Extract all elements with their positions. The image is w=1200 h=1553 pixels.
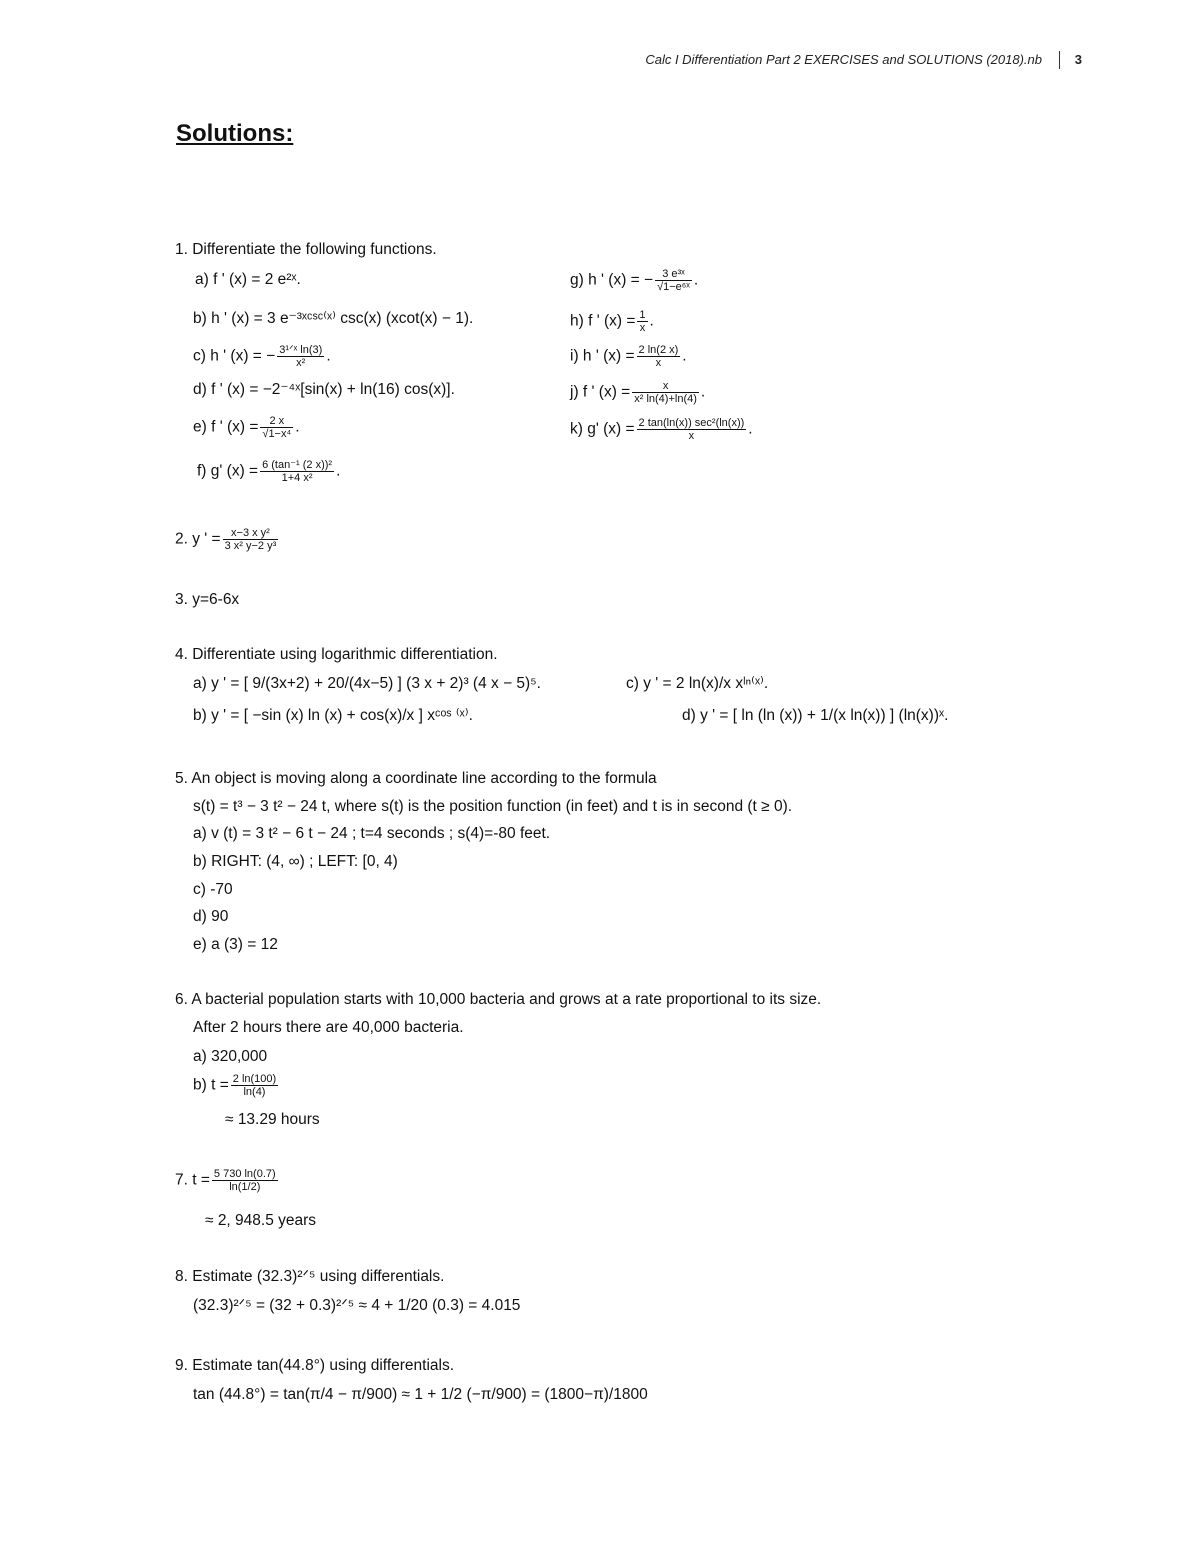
q4-a: a) y ' = [ 9/(3x+2) + 20/(4x−5) ] (3 x + 2)³ (4 x − 5)⁵. — [193, 675, 541, 692]
q1-h-den: x — [639, 322, 646, 334]
q1-f: f) g' (x) = $\frac{\text{6 (tan⁻¹ (2 x))²}}{\text{1+4 x²}}$ . — [197, 459, 341, 484]
q1-j-den: x² ln(4)+ln(4) — [634, 393, 697, 405]
q1-f-den: 1+4 x² — [281, 472, 313, 484]
q1-c-num: 3¹ᐟˣ ln(3) — [279, 344, 323, 356]
q4-d: d) y ' = [ ln (ln (x)) + 1/(x ln(x)) ] (ln(x))ˣ. — [682, 707, 949, 724]
q1-e-lhs: e) f ' (x) = — [193, 418, 259, 436]
q7-lhs: 7. t = — [175, 1171, 210, 1189]
page-number: 3 — [1074, 52, 1082, 67]
q1-g-den: √1−e⁶ˣ — [657, 281, 690, 293]
q1-c-lhs: c) h ' (x) = − — [193, 347, 276, 365]
q1-b: b) h ' (x) = 3 e⁻³ˣᶜˢᶜ⁽ˣ⁾ csc(x) (xcot(x) − 1). — [193, 310, 474, 327]
q2-den: 3 x² y−2 y³ — [224, 540, 277, 552]
q1-f-num: 6 (tan⁻¹ (2 x))² — [262, 459, 333, 471]
q8-work: (32.3)²ᐟ⁵ = (32 + 0.3)²ᐟ⁵ ≈ 4 + 1/20 (0.3) = 4.015 — [193, 1297, 521, 1314]
q3: 3. y=6-6x — [175, 591, 240, 608]
q5-formula: s(t) = t³ − 3 t² − 24 t, where s(t) is the position function (in feet) and t is in second (t ≥ 0). — [193, 798, 793, 815]
q2 — [175, 527, 280, 552]
q1-h: h) f ' (x) = $\frac{1}{x}$ . — [570, 309, 654, 334]
q1-k-den: x — [688, 430, 695, 442]
q1-i-lhs: i) h ' (x) = — [570, 347, 635, 365]
q1-k: k) g' (x) = 2 tan(ln(x)) sec²(ln(x)) x . — [570, 417, 753, 442]
q7-approx: ≈ 2, 948.5 years — [205, 1212, 317, 1229]
q1-e: e) f ' (x) = $\frac{2 x}{\text{√1−x⁴}}$ . — [193, 415, 300, 440]
q1-g-num: 3 e³ˣ — [655, 268, 692, 281]
q6-b — [193, 1073, 280, 1098]
q8-title: 8. Estimate (32.3)²ᐟ⁵ using differentials. — [175, 1268, 445, 1285]
q6-line2: After 2 hours there are 40,000 bacteria. — [193, 1019, 464, 1036]
q6-b-den: ln(4) — [243, 1086, 266, 1098]
q9-title: 9. Estimate tan(44.8°) using differentials. — [175, 1357, 455, 1374]
q9-work: tan (44.8°) = tan(π/4 − π/900) ≈ 1 + 1/2 (−π/900) = (1800−π)/1800 — [193, 1386, 648, 1403]
q1-e-den: √1−x⁴ — [262, 428, 292, 440]
q2-num: x−3 x y² — [223, 527, 279, 540]
q1-h-num: 1 — [639, 309, 646, 321]
q1-g: g) h ' (x) = − $\frac{\text{3 e³ˣ}}{\text{√1−e⁶ˣ}}$ . — [570, 268, 699, 293]
q2-lhs: 2. y ' = — [175, 530, 221, 548]
q1-j-num: x — [632, 380, 699, 393]
q1-k-num: 2 tan(ln(x)) sec²(ln(x)) — [638, 417, 745, 429]
q5-a: a) v (t) = 3 t² − 6 t − 24 ; t=4 seconds ; s(4)=-80 feet. — [193, 825, 551, 842]
q4-b: b) y ' = [ −sin (x) ln (x) + cos(x)/x ] xᶜᵒˢ ⁽ˣ⁾. — [193, 707, 473, 724]
q7 — [175, 1168, 280, 1193]
q6-b-lhs: b) t = — [193, 1076, 229, 1094]
header-title: Calc I Differentiation Part 2 EXERCISES and SOLUTIONS (2018).nb — [645, 52, 1042, 67]
q1-c: c) h ' (x) = − 3¹ᐟˣ ln(3) x² . — [193, 344, 331, 369]
q6-b-approx: ≈ 13.29 hours — [225, 1111, 320, 1128]
q1-i: i) h ' (x) = $\frac{2 \ln(2 x)}{x}$ . — [570, 344, 687, 369]
q5-d: d) 90 — [193, 908, 229, 925]
q1-h-lhs: h) f ' (x) = — [570, 312, 636, 330]
q1-f-lhs: f) g' (x) = — [197, 462, 259, 480]
q6-a: a) 320,000 — [193, 1048, 268, 1065]
q1-c-den: x² — [296, 357, 306, 369]
q6-title: 6. A bacterial population starts with 10,000 bacteria and grows at a rate proportional to its size. — [175, 991, 822, 1008]
q1-a: a) f ' (x) = 2 e²ˣ. — [195, 271, 301, 288]
q1-d: d) f ' (x) = −2⁻⁴ˣ[sin(x) + ln(16) cos(x)]. — [193, 381, 455, 398]
q6-b-num: 2 ln(100) — [232, 1073, 277, 1085]
q1-g-lhs: g) h ' (x) = − — [570, 271, 654, 289]
q5-title: 5. An object is moving along a coordinate line according to the formula — [175, 770, 657, 787]
q1-e-num: 2 x — [260, 415, 293, 428]
q1-i-num: 2 ln(2 x) — [638, 344, 679, 356]
q1-j: j) f ' (x) = $\frac{x}{\text{x² ln(4)+ln(4)}}$ . — [570, 380, 706, 405]
q4-c: c) y ' = 2 ln(x)/x xˡⁿ⁽ˣ⁾. — [626, 675, 769, 692]
header-divider — [1059, 51, 1060, 69]
q5-c: c) -70 — [193, 881, 233, 898]
q5-e: e) a (3) = 12 — [193, 936, 278, 953]
q4-title: 4. Differentiate using logarithmic differentiation. — [175, 646, 498, 663]
q5-b: b) RIGHT: (4, ∞) ; LEFT: [0, 4) — [193, 853, 398, 870]
page-title: Solutions: — [176, 120, 294, 147]
q1-i-den: x — [655, 357, 662, 369]
q1-k-lhs: k) g' (x) = — [570, 420, 635, 438]
q1-j-lhs: j) f ' (x) = — [570, 383, 631, 401]
q7-den: ln(1/2) — [229, 1181, 261, 1193]
q1-title: 1. Differentiate the following functions. — [175, 241, 437, 258]
q7-num: 5 730 ln(0.7) — [213, 1168, 276, 1180]
